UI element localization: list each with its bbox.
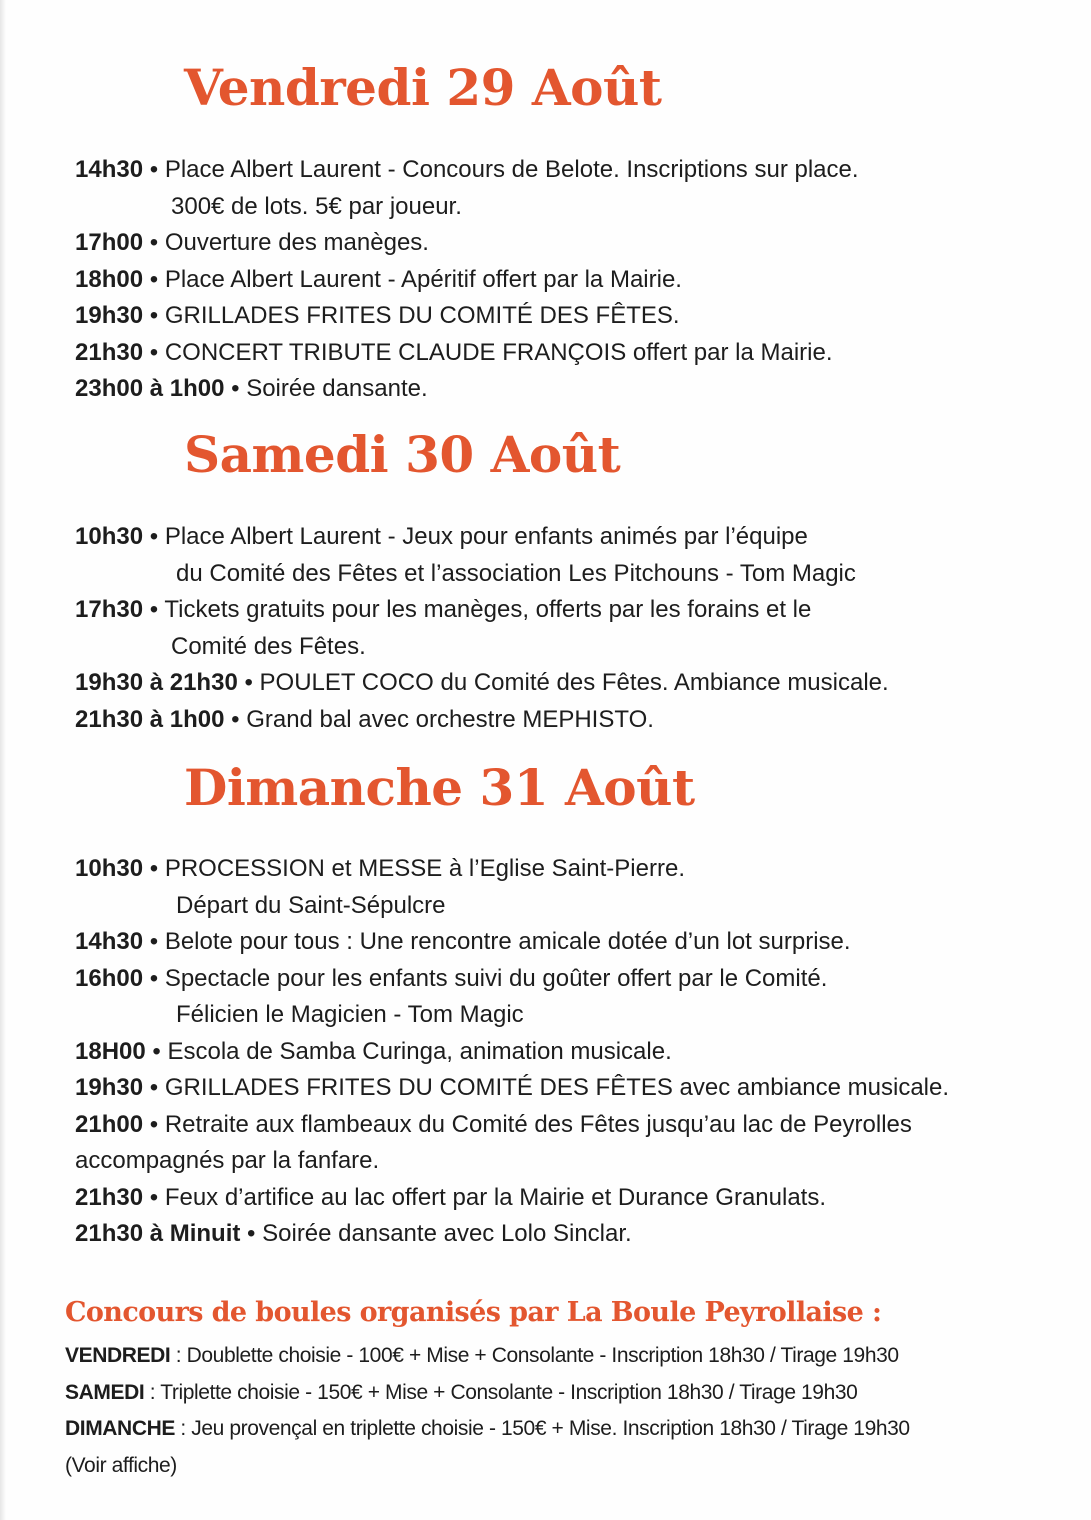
event-time: 21h30 à 1h00	[75, 705, 225, 733]
event-time: 19h30	[75, 1074, 144, 1101]
event-item: 14h30 • Place Albert Laurent - Concours de Belote. Inscriptions sur place. 300€ de lots. 5€ par joueur.	[75, 152, 1065, 225]
event-text: Soirée dansante.	[246, 375, 428, 402]
boules-title: Concours de boules organisés par La Boule Peyrollaise :	[65, 1297, 882, 1328]
boules-text: Triplette choisie - 150€ + Mise + Consolante - Inscription 18h30 / Tirage 19h30	[160, 1380, 858, 1404]
event-item: 16h00 • Spectacle pour les enfants suivi du goûter offert par le Comité. Félicien le Magicien - Tom Magic	[75, 961, 1065, 1034]
event-text: Spectacle pour les enfants suivi du goûter offert par le Comité.	[164, 964, 828, 992]
event-item: 19h30 • GRILLADES FRITES DU COMITÉ DES FÊTES.	[75, 302, 680, 329]
event-item: 18H00 • Escola de Samba Curinga, animation musicale.	[75, 1037, 672, 1065]
event-continuation: du Comité des Fêtes et l’association Les Pitchouns - Tom Magic	[176, 559, 856, 587]
event-time: 18h00	[75, 265, 144, 293]
event-continuation: accompagnés par la fanfare.	[75, 1147, 380, 1174]
event-text: POULET COCO du Comité des Fêtes. Ambiance musicale.	[259, 669, 889, 696]
event-time: 19h30	[75, 302, 144, 329]
event-time: 21h30	[75, 338, 144, 366]
event-time: 19h30 à 21h30	[75, 669, 238, 696]
event-text: Feux d’artifice au lac offert par la Mairie et Durance Granulats.	[164, 1183, 827, 1211]
event-text: Retraite aux flambeaux du Comité des Fêtes jusqu’au lac de Peyrolles	[164, 1110, 912, 1138]
day-title-samedi: Samedi 30 Août	[184, 425, 621, 484]
events-vendredi	[75, 152, 1065, 408]
event-text: Escola de Samba Curinga, animation musicale.	[167, 1037, 672, 1065]
boules-note: (Voir affiche)	[65, 1453, 177, 1477]
events-samedi	[75, 519, 1065, 738]
event-text: Ouverture des manèges.	[164, 229, 429, 256]
event-time: 10h30	[75, 523, 144, 550]
event-text: Grand bal avec orchestre MEPHISTO.	[246, 705, 654, 733]
boules-day: VENDREDI	[65, 1344, 171, 1367]
event-item: 17h30 • Tickets gratuits pour les manèges, offerts par les forains et le Comité des Fêtes.	[75, 592, 1065, 665]
event-text: GRILLADES FRITES DU COMITÉ DES FÊTES avec ambiance musicale.	[164, 1074, 950, 1101]
boules-item-samedi: SAMEDI : Triplette choisie - 150€ + Mise + Consolante - Inscription 18h30 / Tirage 19h30	[65, 1380, 858, 1404]
day-title-dimanche: Dimanche 31 Août	[184, 758, 695, 817]
event-time: 14h30	[75, 928, 144, 955]
event-continuation: Départ du Saint-Sépulcre	[176, 891, 446, 919]
event-continuation: Félicien le Magicien - Tom Magic	[176, 1001, 524, 1028]
event-continuation: 300€ de lots. 5€ par joueur.	[171, 192, 462, 220]
boules-text: Doublette choisie - 100€ + Mise + Consolante - Inscription 18h30 / Tirage 19h30	[186, 1344, 899, 1367]
event-time: 16h00	[75, 964, 144, 992]
day-title-vendredi: Vendredi 29 Août	[184, 58, 662, 117]
event-time: 17h30	[75, 596, 144, 623]
event-time: 17h00	[75, 229, 144, 256]
event-text: PROCESSION et MESSE à l’Eglise Saint-Pierre.	[164, 855, 685, 882]
event-item: 10h30 • PROCESSION et MESSE à l’Eglise Saint-Pierre. Départ du Saint-Sépulcre	[75, 851, 1065, 924]
event-item: 19h30 • GRILLADES FRITES DU COMITÉ DES FÊTES avec ambiance musicale.	[75, 1074, 950, 1101]
event-item: 21h30 • CONCERT TRIBUTE CLAUDE FRANÇOIS offert par la Mairie.	[75, 338, 833, 366]
event-time: 21h00	[75, 1110, 144, 1138]
boules-text: Jeu provençal en triplette choisie - 150€ + Mise. Inscription 18h30 / Tirage 19h30	[191, 1417, 910, 1440]
event-text: Tickets gratuits pour les manèges, offerts par les forains et le	[164, 596, 812, 623]
event-time: 14h30	[75, 156, 144, 183]
event-text: GRILLADES FRITES DU COMITÉ DES FÊTES.	[164, 302, 680, 329]
boules-day: DIMANCHE	[65, 1417, 175, 1440]
boules-item-vendredi: VENDREDI : Doublette choisie - 100€ + Mise + Consolante - Inscription 18h30 / Tirage 19h30	[65, 1344, 899, 1367]
event-time: 10h30	[75, 855, 144, 882]
event-item: 21h00 • Retraite aux flambeaux du Comité des Fêtes jusqu’au lac de Peyrolles accompagnés par la fanfare.	[75, 1107, 1065, 1180]
event-item: 23h00 à 1h00 • Soirée dansante.	[75, 375, 428, 402]
event-text: Soirée dansante avec Lolo Sinclar.	[262, 1220, 632, 1247]
event-time: 21h30	[75, 1183, 144, 1211]
event-continuation: Comité des Fêtes.	[171, 632, 366, 660]
event-item: 14h30 • Belote pour tous : Une rencontre amicale dotée d’un lot surprise.	[75, 928, 851, 955]
event-text: Belote pour tous : Une rencontre amicale dotée d’un lot surprise.	[164, 928, 851, 955]
event-text: Place Albert Laurent - Apéritif offert par la Mairie.	[164, 265, 682, 293]
event-item: 21h30 à 1h00 • Grand bal avec orchestre MEPHISTO.	[75, 705, 654, 733]
event-item: 21h30 • Feux d’artifice au lac offert par la Mairie et Durance Granulats.	[75, 1183, 827, 1211]
events-dimanche	[75, 851, 1065, 1253]
event-time: 23h00 à 1h00	[75, 375, 225, 402]
event-text: Place Albert Laurent - Jeux pour enfants animés par l’équipe	[164, 523, 808, 550]
event-time: 21h30 à Minuit	[75, 1220, 241, 1247]
event-item: 18h00 • Place Albert Laurent - Apéritif offert par la Mairie.	[75, 265, 682, 293]
event-text: CONCERT TRIBUTE CLAUDE FRANÇOIS offert par la Mairie.	[164, 338, 833, 366]
page-edge-shadow	[0, 0, 6, 1520]
event-item: 19h30 à 21h30 • POULET COCO du Comité des Fêtes. Ambiance musicale.	[75, 669, 889, 696]
event-time: 18H00	[75, 1037, 146, 1065]
boules-item-dimanche: DIMANCHE : Jeu provençal en triplette choisie - 150€ + Mise. Inscription 18h30 / Tirage 19h30	[65, 1417, 910, 1440]
event-item: 10h30 • Place Albert Laurent - Jeux pour enfants animés par l’équipe du Comité des Fêtes et l’association Les Pitchouns - Tom Magic	[75, 519, 1065, 592]
event-item: 21h30 à Minuit • Soirée dansante avec Lolo Sinclar.	[75, 1220, 632, 1247]
boules-day: SAMEDI	[65, 1380, 145, 1404]
event-text: Place Albert Laurent - Concours de Belote. Inscriptions sur place.	[164, 156, 859, 183]
boules-list	[65, 1338, 1075, 1484]
event-item: 17h00 • Ouverture des manèges.	[75, 229, 429, 256]
